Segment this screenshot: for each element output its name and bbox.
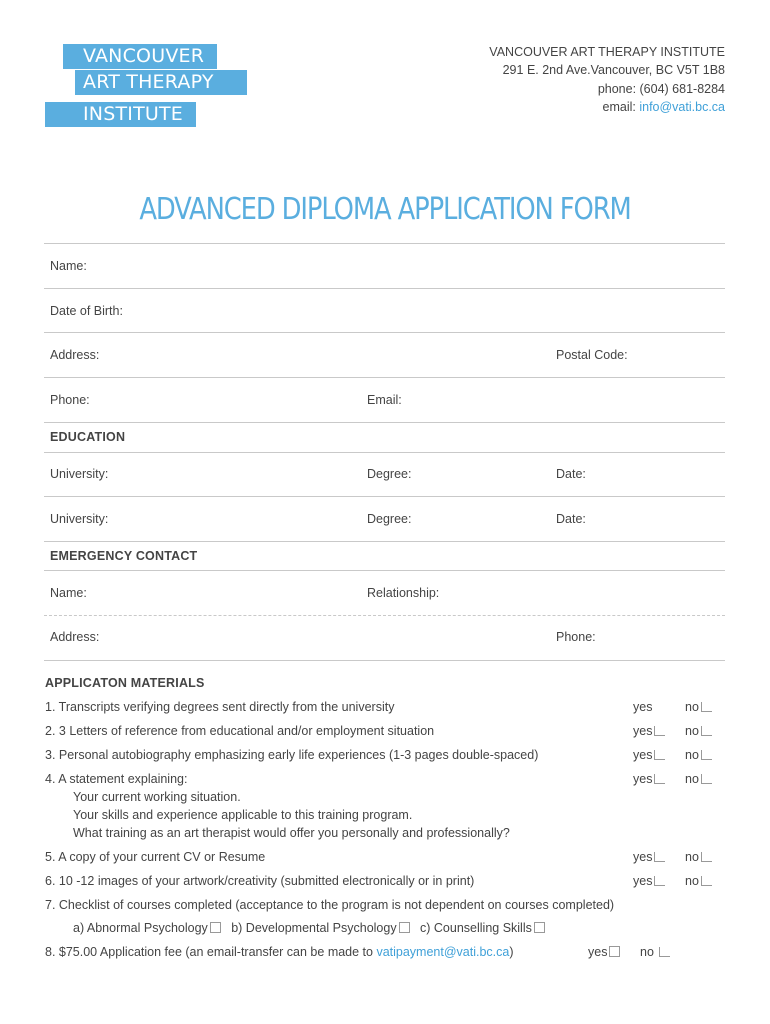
logo-line-3: INSTITUTE <box>45 102 196 127</box>
yes-option-4[interactable] <box>633 772 665 786</box>
fee-yes-checkbox[interactable] <box>609 946 620 957</box>
no-blank[interactable] <box>701 876 712 886</box>
no-label: no <box>685 850 699 864</box>
fee-text: 8. $75.00 Application fee (an email-transfer can be made to <box>45 945 377 959</box>
yes-label: yes <box>588 945 608 959</box>
email-label: email: <box>602 99 640 114</box>
divider <box>44 541 725 542</box>
no-blank[interactable] <box>701 726 712 736</box>
divider <box>44 496 725 497</box>
materials-heading: APPLICATON MATERIALS <box>45 676 205 690</box>
no-blank[interactable] <box>701 750 712 760</box>
yes-option-8[interactable] <box>588 945 620 959</box>
no-option-6[interactable] <box>685 874 712 888</box>
no-label: no <box>640 945 654 959</box>
emergency-contact-heading: EMERGENCY CONTACT <box>50 549 198 563</box>
no-option-3[interactable] <box>685 748 712 762</box>
institute-address-block <box>489 43 725 116</box>
name-field[interactable]: Name: <box>50 259 87 273</box>
divider <box>44 452 725 453</box>
divider <box>44 615 725 616</box>
course-abnormal-psychology: a) Abnormal Psychology <box>73 921 208 935</box>
university-field-2[interactable]: University: <box>50 512 109 526</box>
yes-label: yes <box>633 700 653 714</box>
degree-field-1[interactable]: Degree: <box>367 467 412 481</box>
divider <box>44 288 725 289</box>
institute-name: VANCOUVER ART THERAPY INSTITUTE <box>489 45 725 59</box>
divider <box>44 332 725 333</box>
yes-label: yes <box>633 748 653 762</box>
no-blank[interactable] <box>701 852 712 862</box>
no-label: no <box>685 724 699 738</box>
divider <box>44 570 725 571</box>
institute-street: 291 E. 2nd Ave.Vancouver, BC V5T 1B8 <box>502 63 725 78</box>
material-item-3: 3. Personal autobiography emphasizing early life experiences (1-3 pages double-spaced) <box>45 748 539 762</box>
postal-code-field[interactable]: Postal Code: <box>556 348 628 362</box>
developmental-psychology-checkbox[interactable] <box>399 922 410 933</box>
relationship-field[interactable]: Relationship: <box>367 586 440 600</box>
material-item-4b: Your skills and experience applicable to this training program. <box>73 808 413 822</box>
phone-field[interactable]: Phone: <box>50 393 90 407</box>
course-developmental-psychology: b) Developmental Psychology <box>231 921 397 935</box>
material-item-1: 1. Transcripts verifying degrees sent directly from the university <box>45 700 395 714</box>
logo-line-2: ART THERAPY <box>75 70 247 95</box>
date-field-1[interactable]: Date: <box>556 467 586 481</box>
course-checklist <box>73 921 545 935</box>
divider <box>44 660 725 661</box>
material-item-8 <box>45 945 514 959</box>
yes-blank[interactable] <box>654 852 665 862</box>
yes-label: yes <box>633 874 653 888</box>
emergency-name-field[interactable]: Name: <box>50 586 87 600</box>
dob-field[interactable]: Date of Birth: <box>50 304 123 318</box>
material-item-5: 5. A copy of your current CV or Resume <box>45 850 266 864</box>
material-item-4c: What training as an art therapist would offer you personally and professionally? <box>73 826 510 840</box>
yes-label: yes <box>633 850 653 864</box>
emergency-phone-field[interactable]: Phone: <box>556 630 596 644</box>
institute-email-line <box>489 98 725 116</box>
no-option-8[interactable] <box>640 945 670 959</box>
yes-label: yes <box>633 724 653 738</box>
no-label: no <box>685 874 699 888</box>
yes-option-5[interactable] <box>633 850 665 864</box>
divider <box>44 243 725 244</box>
abnormal-psychology-checkbox[interactable] <box>210 922 221 933</box>
divider <box>44 377 725 378</box>
logo-line-1: VANCOUVER <box>63 44 217 69</box>
no-label: no <box>685 772 699 786</box>
material-item-7: 7. Checklist of courses completed (acceptance to the program is not dependent on courses completed) <box>45 898 615 912</box>
form-title: ADVANCED DIPLOMA APPLICATION FORM <box>139 192 631 227</box>
institute-phone: phone: (604) 681-8284 <box>597 81 725 96</box>
no-label: no <box>685 748 699 762</box>
no-option-4[interactable] <box>685 772 712 786</box>
yes-blank[interactable] <box>654 774 665 784</box>
no-blank[interactable] <box>701 702 712 712</box>
fee-text-end: ) <box>509 945 514 959</box>
emergency-address-field[interactable]: Address: <box>50 630 100 644</box>
yes-label: yes <box>633 772 653 786</box>
no-option-2[interactable] <box>685 724 712 738</box>
material-item-4: 4. A statement explaining: <box>45 772 188 786</box>
no-blank[interactable] <box>701 774 712 784</box>
material-item-4a: Your current working situation. <box>73 790 241 804</box>
counselling-skills-checkbox[interactable] <box>534 922 545 933</box>
no-blank[interactable] <box>659 947 670 957</box>
yes-option-1[interactable] <box>633 700 652 714</box>
divider <box>44 422 725 423</box>
material-item-2: 2. 3 Letters of reference from educational and/or employment situation <box>45 724 435 738</box>
payment-email-link[interactable]: vatipayment@vati.bc.ca <box>376 945 510 959</box>
no-option-1[interactable] <box>685 700 712 714</box>
no-label: no <box>685 700 699 714</box>
yes-option-6[interactable] <box>633 874 665 888</box>
yes-blank[interactable] <box>654 726 665 736</box>
yes-option-2[interactable] <box>633 724 665 738</box>
university-field-1[interactable]: University: <box>50 467 109 481</box>
institute-email-link[interactable]: info@vati.bc.ca <box>639 99 725 114</box>
email-field[interactable]: Email: <box>367 393 402 407</box>
material-item-6: 6. 10 -12 images of your artwork/creativity (submitted electronically or in print) <box>45 874 475 888</box>
degree-field-2[interactable]: Degree: <box>367 512 412 526</box>
yes-blank[interactable] <box>654 750 665 760</box>
address-field[interactable]: Address: <box>50 348 100 362</box>
no-option-5[interactable] <box>685 850 712 864</box>
yes-blank[interactable] <box>654 876 665 886</box>
date-field-2[interactable]: Date: <box>556 512 586 526</box>
yes-option-3[interactable] <box>633 748 665 762</box>
education-heading: EDUCATION <box>50 430 126 444</box>
course-counselling-skills: c) Counselling Skills <box>420 921 532 935</box>
